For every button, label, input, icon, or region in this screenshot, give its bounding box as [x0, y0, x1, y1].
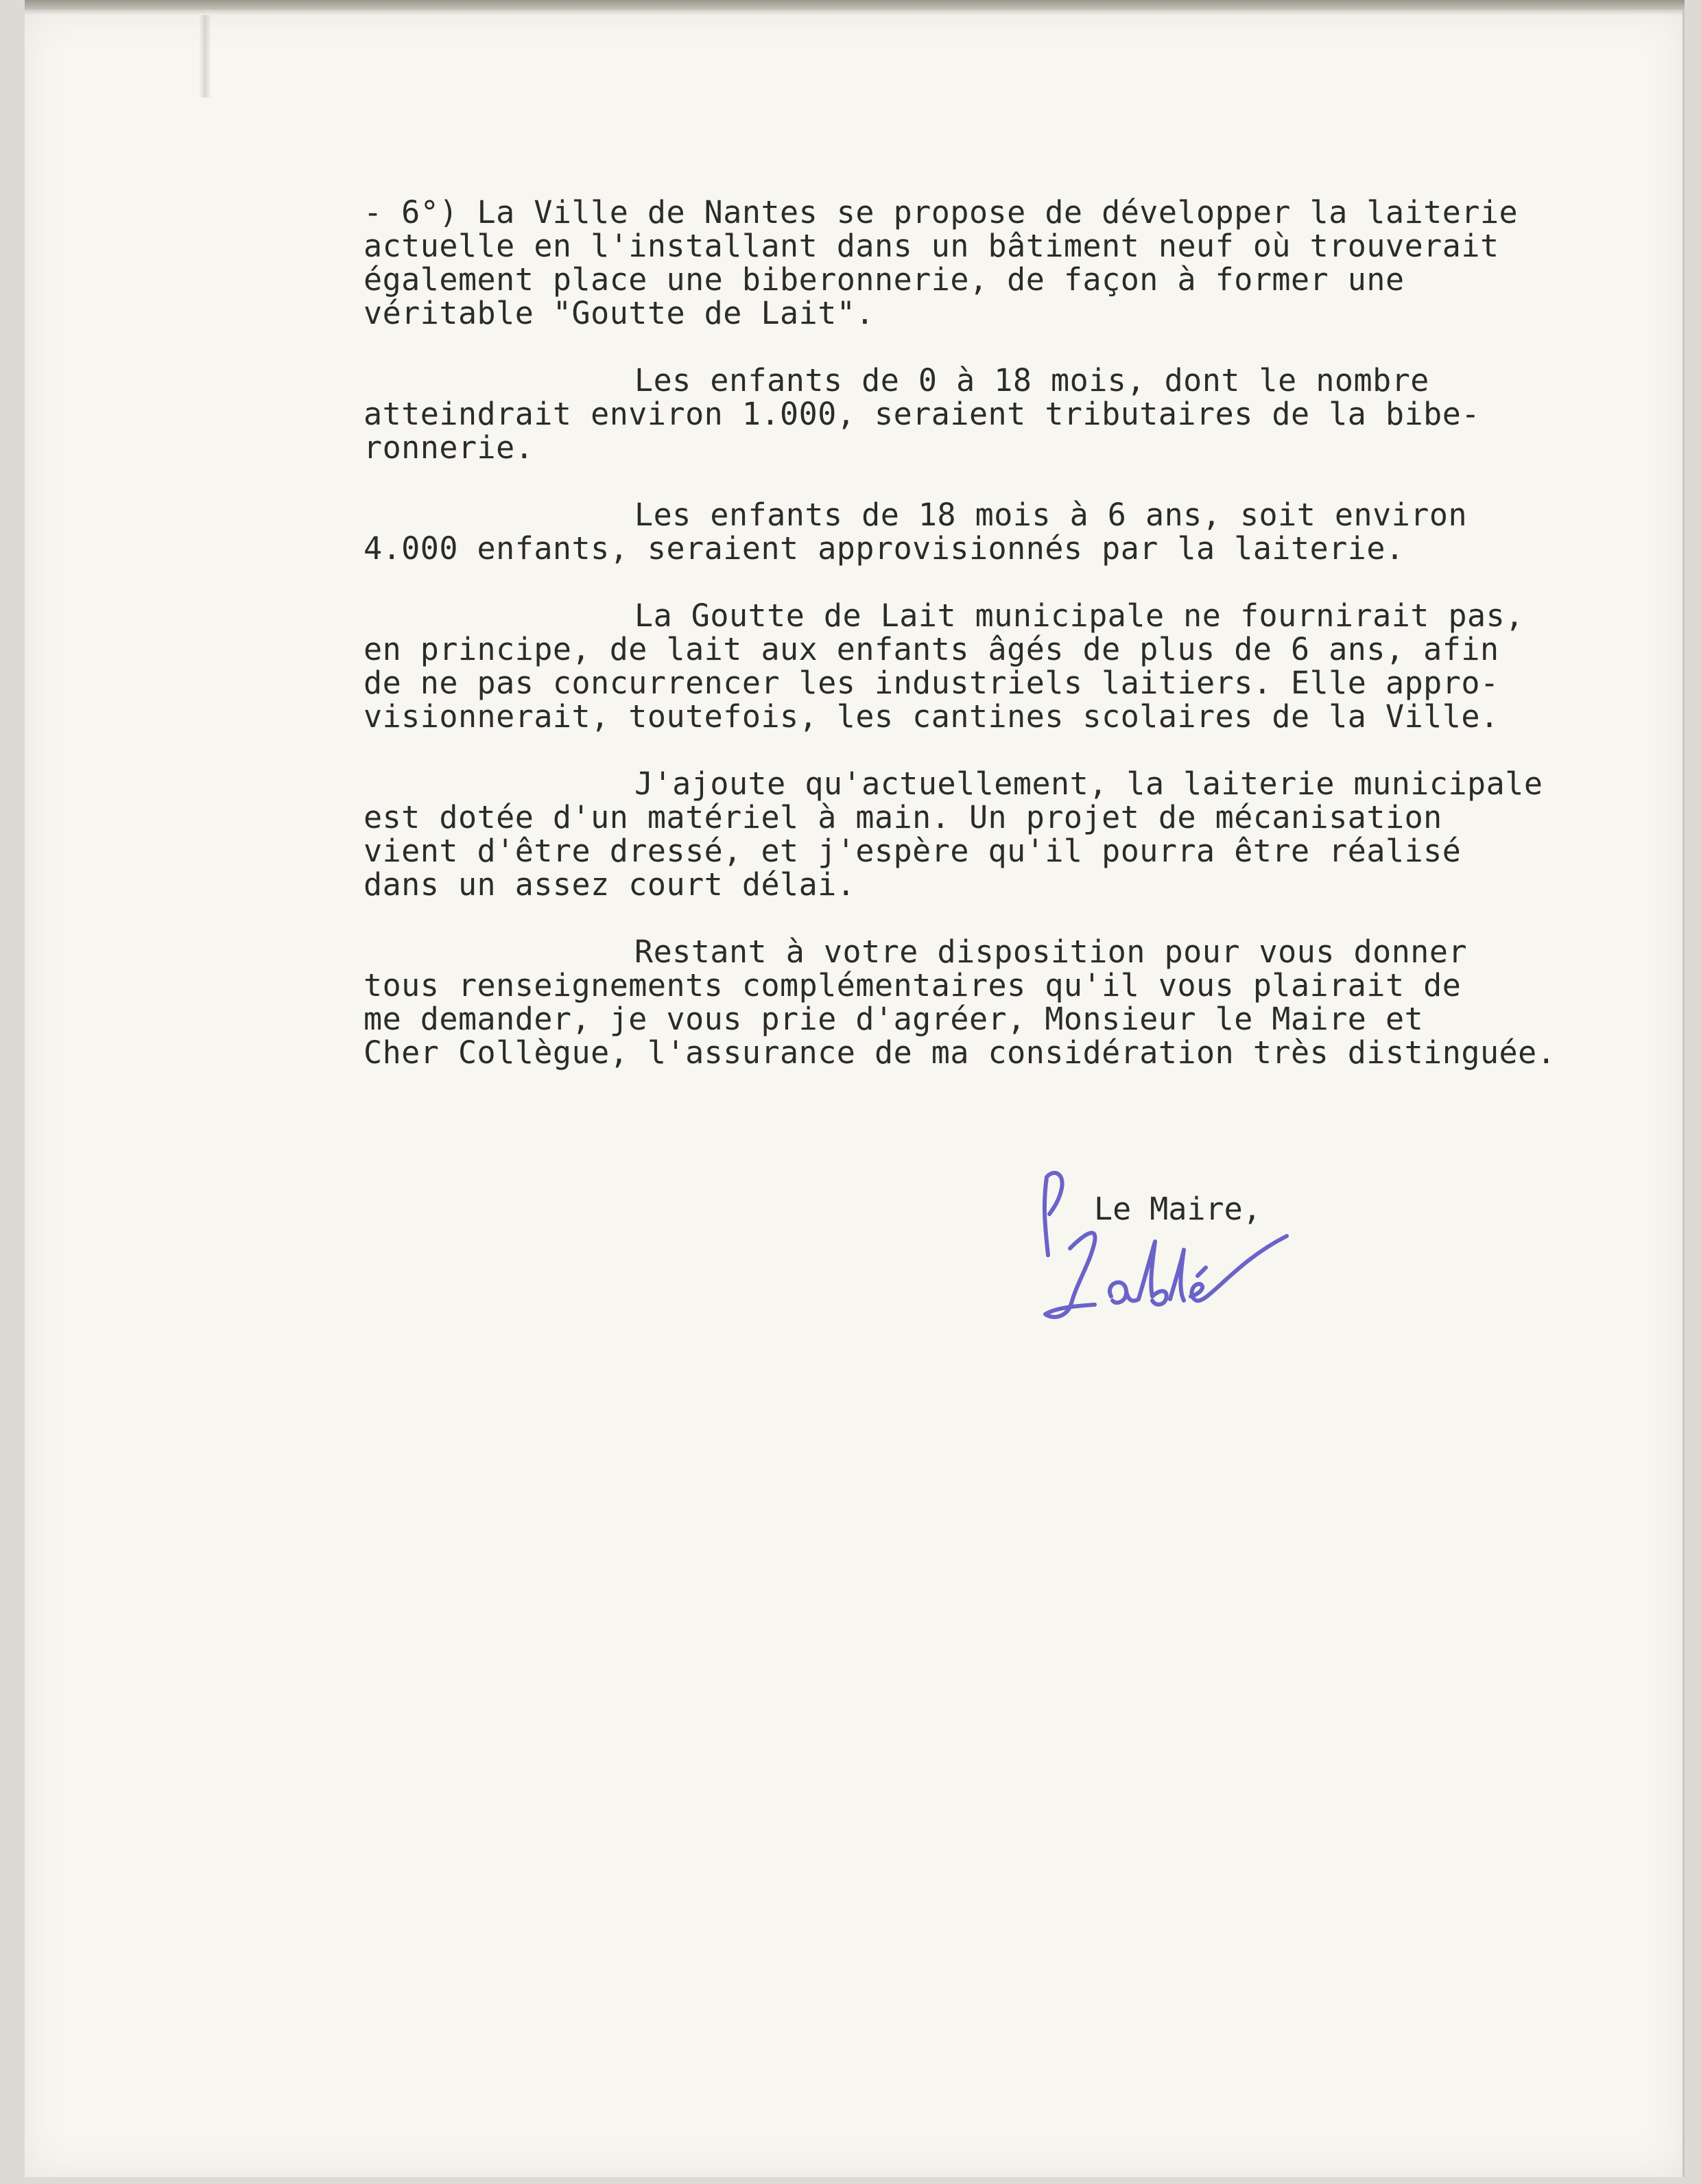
text-line: La Goutte de Lait municipale ne fournirait pas,: [634, 597, 1524, 634]
paragraph: [364, 364, 1680, 464]
text-line: visionnerait, toutefois, les cantines scolaires de la Ville.: [364, 698, 1499, 735]
page-right-edge: [1682, 10, 1685, 2177]
text-line: en principe, de lait aux enfants âgés de plus de 6 ans, afin: [364, 631, 1499, 667]
text-line: tous renseignements complémentaires qu'il vous plairait de: [364, 967, 1462, 1004]
text-line: vient d'être dressé, et j'espère qu'il pourra être réalisé: [364, 833, 1462, 869]
text-line: également place une biberonnerie, de façon à former une: [364, 261, 1405, 298]
text-line: J'ajoute qu'actuellement, la laiterie municipale: [634, 765, 1543, 802]
text-line: atteindrait environ 1.000, seraient tributaires de la bibe-: [364, 396, 1480, 432]
paragraph: [364, 767, 1680, 901]
text-line: véritable "Goutte de Lait".: [364, 295, 875, 331]
handwritten-signature: [1029, 1159, 1317, 1351]
text-line: Les enfants de 0 à 18 mois, dont le nombre: [634, 362, 1429, 399]
text-line: 4.000 enfants, seraient approvisionnés par la laiterie.: [364, 530, 1405, 567]
text-line: dans un assez court délai.: [364, 866, 856, 903]
page-top-shadow: [25, 0, 1685, 15]
text-line: est dotée d'un matériel à main. Un projet de mécanisation: [364, 799, 1442, 835]
paragraph: [364, 935, 1680, 1069]
text-line: Restant à votre disposition pour vous donner: [634, 934, 1468, 970]
paragraph: [364, 498, 1680, 565]
closing-title: Le Maire,: [1094, 1191, 1261, 1227]
paper-crease: [199, 15, 211, 97]
text-line: actuelle en l'installant dans un bâtiment neuf où trouverait: [364, 228, 1499, 264]
paragraph: [364, 195, 1680, 330]
text-line: - 6°) La Ville de Nantes se propose de développer la laiterie: [364, 194, 1519, 230]
letter-body: [364, 195, 1680, 1103]
text-line: Les enfants de 18 mois à 6 ans, soit environ: [634, 497, 1468, 533]
text-line: me demander, je vous prie d'agréer, Monsieur le Maire et: [364, 1001, 1424, 1037]
paragraph: [364, 599, 1680, 733]
text-line: de ne pas concurrencer les industriels laitiers. Elle appro-: [364, 665, 1499, 701]
text-line: Cher Collègue, l'assurance de ma considération très distinguée.: [364, 1034, 1556, 1071]
text-line: ronnerie.: [364, 429, 534, 466]
